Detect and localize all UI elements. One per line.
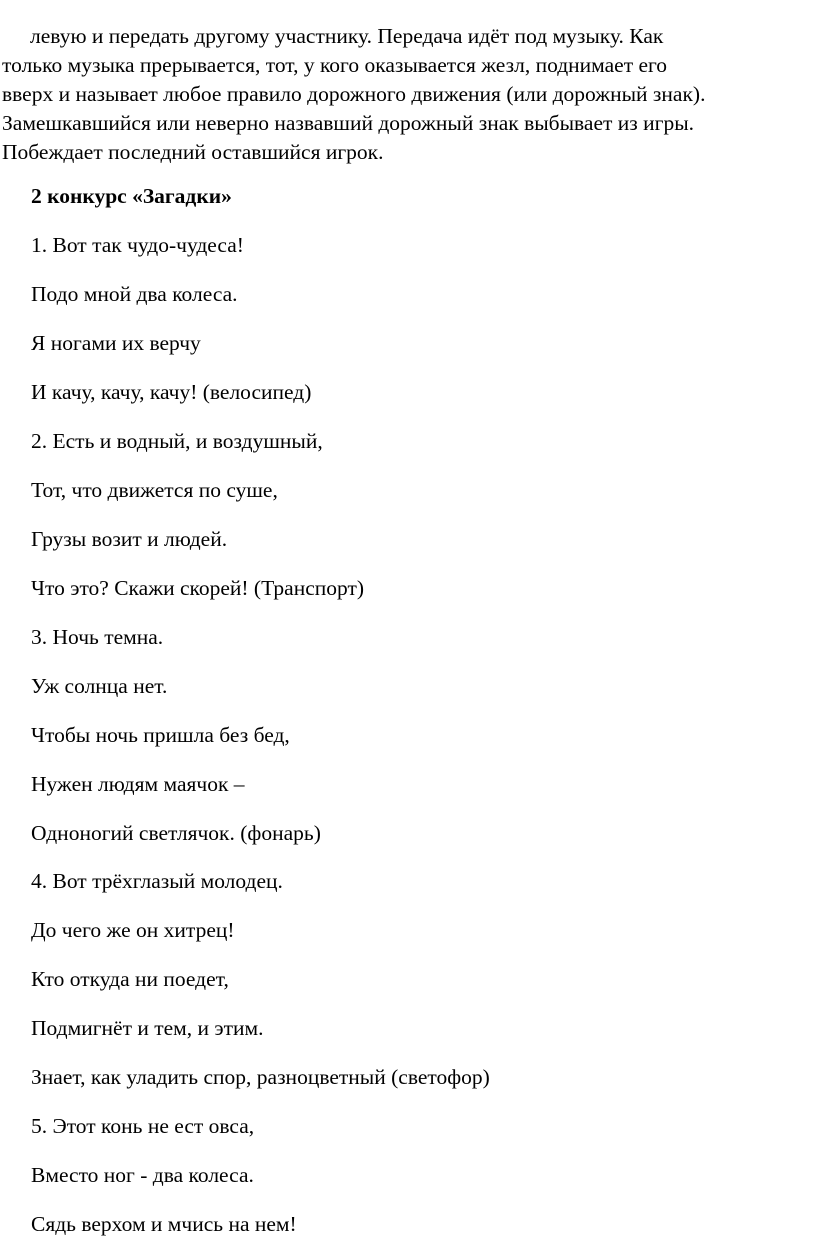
intro-line: Замешкавшийся или неверно назвавший дорожный знак выбывает из игры. (2, 111, 695, 135)
riddle-line: Знает, как уладить спор, разноцветный (светофор) (31, 1065, 490, 1089)
riddle-line: 1. Вот так чудо-чудеса! (31, 233, 244, 257)
riddle-line: Нужен людям маячок – (31, 772, 245, 796)
riddle-line: 3. Ночь темна. (31, 625, 164, 649)
intro-paragraph (2, 22, 814, 167)
riddle-line: 2. Есть и водный, и воздушный, (31, 429, 323, 453)
riddle-line: Вместо ног - два колеса. (31, 1163, 254, 1187)
riddle-line: Подо мной два колеса. (31, 282, 238, 306)
riddle-line: Одноногий светлячок. (фонарь) (31, 821, 321, 845)
riddle-line: 5. Этот конь не ест овса, (31, 1114, 255, 1138)
intro-line: Побеждает последний оставшийся игрок. (2, 140, 384, 164)
riddle-line: До чего же он хитрец! (31, 918, 235, 942)
riddle-line: Сядь верхом и мчись на нем! (31, 1212, 297, 1236)
riddle-line: Что это? Скажи скорей! (Транспорт) (31, 576, 365, 600)
riddle-line: Уж солнца нет. (31, 674, 168, 698)
riddle-line: Грузы возит и людей. (31, 527, 228, 551)
riddle-line: Тот, что движется по суше, (31, 478, 278, 502)
riddle-line: 4. Вот трёхглазый молодец. (31, 869, 283, 893)
section-title: 2 конкурс «Загадки» (31, 184, 232, 208)
intro-line: вверх и называет любое правило дорожного движения (или дорожный знак). (2, 82, 706, 106)
riddle-line: И качу, качу, качу! (велосипед) (31, 380, 312, 404)
riddle-line: Я ногами их верчу (31, 331, 201, 355)
intro-line: левую и передать другому участнику. Передача идёт под музыку. Как (30, 24, 664, 48)
riddle-line: Подмигнёт и тем, и этим. (31, 1016, 264, 1040)
riddle-line: Чтобы ночь пришла без бед, (31, 723, 290, 747)
riddle-line: Кто откуда ни поедет, (31, 967, 229, 991)
intro-line: только музыка прерывается, тот, у кого оказывается жезл, поднимает его (2, 53, 668, 77)
